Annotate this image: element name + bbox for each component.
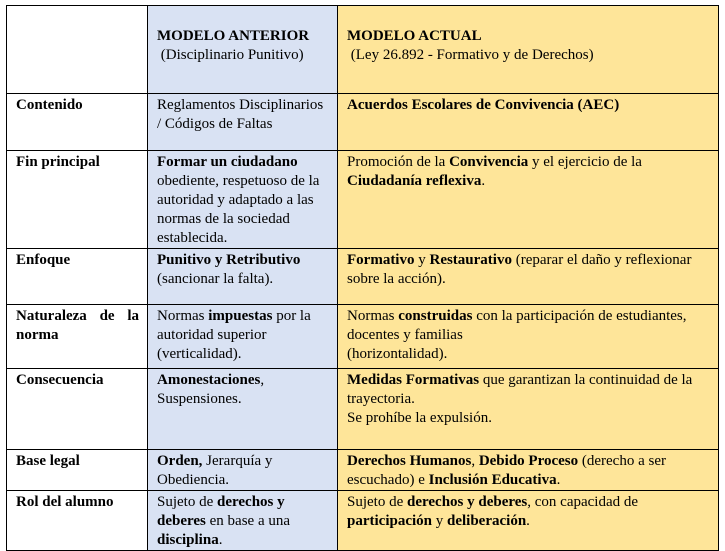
row-label-line: Naturaleza de la xyxy=(16,308,139,324)
cur-text: que garantizan la continuidad de la trayectoria. xyxy=(347,372,693,407)
cur-bold: Acuerdos Escolares de Convivencia (AEC) xyxy=(347,97,620,113)
row-enfoque xyxy=(7,249,719,305)
prev-bold: disciplina xyxy=(157,532,219,548)
cur-cell xyxy=(338,450,719,491)
cur-text: y xyxy=(432,513,447,529)
cur-model-title: MODELO ACTUAL xyxy=(347,28,482,44)
cur-text: (derecho a ser escuchado) e xyxy=(347,453,666,488)
header-cur-model xyxy=(338,6,719,94)
cur-bold: Derechos Humanos xyxy=(347,453,472,469)
row-label: Contenido xyxy=(7,94,148,151)
row-label xyxy=(7,305,148,369)
row-label: Rol del alumno xyxy=(7,491,148,551)
cur-text: Se prohíbe la expulsión. xyxy=(347,410,492,426)
row-label: Enfoque xyxy=(7,249,148,305)
prev-text: , Suspensiones. xyxy=(157,372,265,407)
prev-bold: derechos y deberes xyxy=(157,494,285,529)
cur-bold: Debido Proceso xyxy=(478,453,579,469)
prev-text: por la autoridad superior (verticalidad). xyxy=(157,308,311,362)
prev-cell xyxy=(148,305,338,369)
prev-model-subtitle: (Disciplinario Punitivo) xyxy=(160,47,304,63)
prev-cell xyxy=(148,369,338,450)
cur-text: Promoción de la xyxy=(347,154,450,170)
cur-text: , con capacidad de xyxy=(527,494,639,510)
prev-bold: Punitivo y Retributivo xyxy=(157,252,301,268)
row-naturaleza xyxy=(7,305,719,369)
prev-text: obediente, respetuoso de la autoridad y adaptado a las normas de la sociedad establecida. xyxy=(157,173,320,246)
cur-cell xyxy=(338,249,719,305)
cur-text: . xyxy=(481,173,486,189)
cur-cell xyxy=(338,94,719,151)
cur-text: Normas xyxy=(347,308,399,324)
prev-cell xyxy=(148,450,338,491)
cur-bold: Restaurativo xyxy=(429,252,512,268)
prev-text: (sancionar la falta). xyxy=(157,271,274,287)
prev-text: Jerarquía y Obediencia. xyxy=(157,453,273,488)
header-row xyxy=(7,6,719,94)
row-label: Fin principal xyxy=(7,151,148,249)
cur-bold: Medidas Formativas xyxy=(347,372,480,388)
cur-text: (reparar el daño y reflexionar sobre la acción). xyxy=(347,252,692,287)
row-label: Consecuencia xyxy=(7,369,148,450)
cur-bold: participación xyxy=(347,513,432,529)
prev-text: . xyxy=(218,532,223,548)
prev-bold: Formar un ciudadano xyxy=(157,154,298,170)
cur-text: . xyxy=(526,513,530,529)
row-contenido xyxy=(7,94,719,151)
cur-bold: construidas xyxy=(398,308,473,324)
prev-bold: Amonestaciones xyxy=(157,372,261,388)
cur-model-subtitle: (Ley 26.892 - Formativo y de Derechos) xyxy=(350,47,594,63)
prev-cell xyxy=(148,249,338,305)
row-label-line: norma xyxy=(16,327,59,343)
prev-bold: Orden, xyxy=(157,453,203,469)
cur-text: Sujeto de xyxy=(347,494,407,510)
cur-text: y xyxy=(414,252,430,268)
cur-text: y el ejercicio de la xyxy=(528,154,642,170)
cur-bold: Inclusión Educativa xyxy=(428,472,557,488)
prev-bold: impuestas xyxy=(208,308,273,324)
cur-text: con la participación de estudiantes, docentes y familias xyxy=(347,308,687,343)
prev-text: Sujeto de xyxy=(157,494,217,510)
row-label: Base legal xyxy=(7,450,148,491)
prev-text: en base a una xyxy=(205,513,291,529)
comparison-table xyxy=(6,5,719,551)
row-consecuencia xyxy=(7,369,719,450)
prev-cell: Reglamentos Disciplinarios / Códigos de Faltas xyxy=(148,94,338,151)
cur-bold: Ciudadanía reflexiva xyxy=(347,173,482,189)
cur-cell xyxy=(338,305,719,369)
cur-cell xyxy=(338,151,719,249)
row-fin-principal xyxy=(7,151,719,249)
cur-text: , xyxy=(471,453,479,469)
cur-bold: deliberación xyxy=(447,513,527,529)
cur-cell xyxy=(338,369,719,450)
cur-bold: Convivencia xyxy=(449,154,529,170)
prev-text: Normas xyxy=(157,308,209,324)
header-empty-cell xyxy=(7,6,148,94)
cur-bold: derechos y deberes xyxy=(407,494,528,510)
cur-text: (horizontalidad). xyxy=(347,346,448,362)
cur-text: . xyxy=(556,472,561,488)
row-base-legal xyxy=(7,450,719,491)
prev-cell xyxy=(148,151,338,249)
prev-model-title: MODELO ANTERIOR xyxy=(157,28,310,44)
cur-bold: Formativo xyxy=(347,252,415,268)
header-prev-model xyxy=(148,6,338,94)
